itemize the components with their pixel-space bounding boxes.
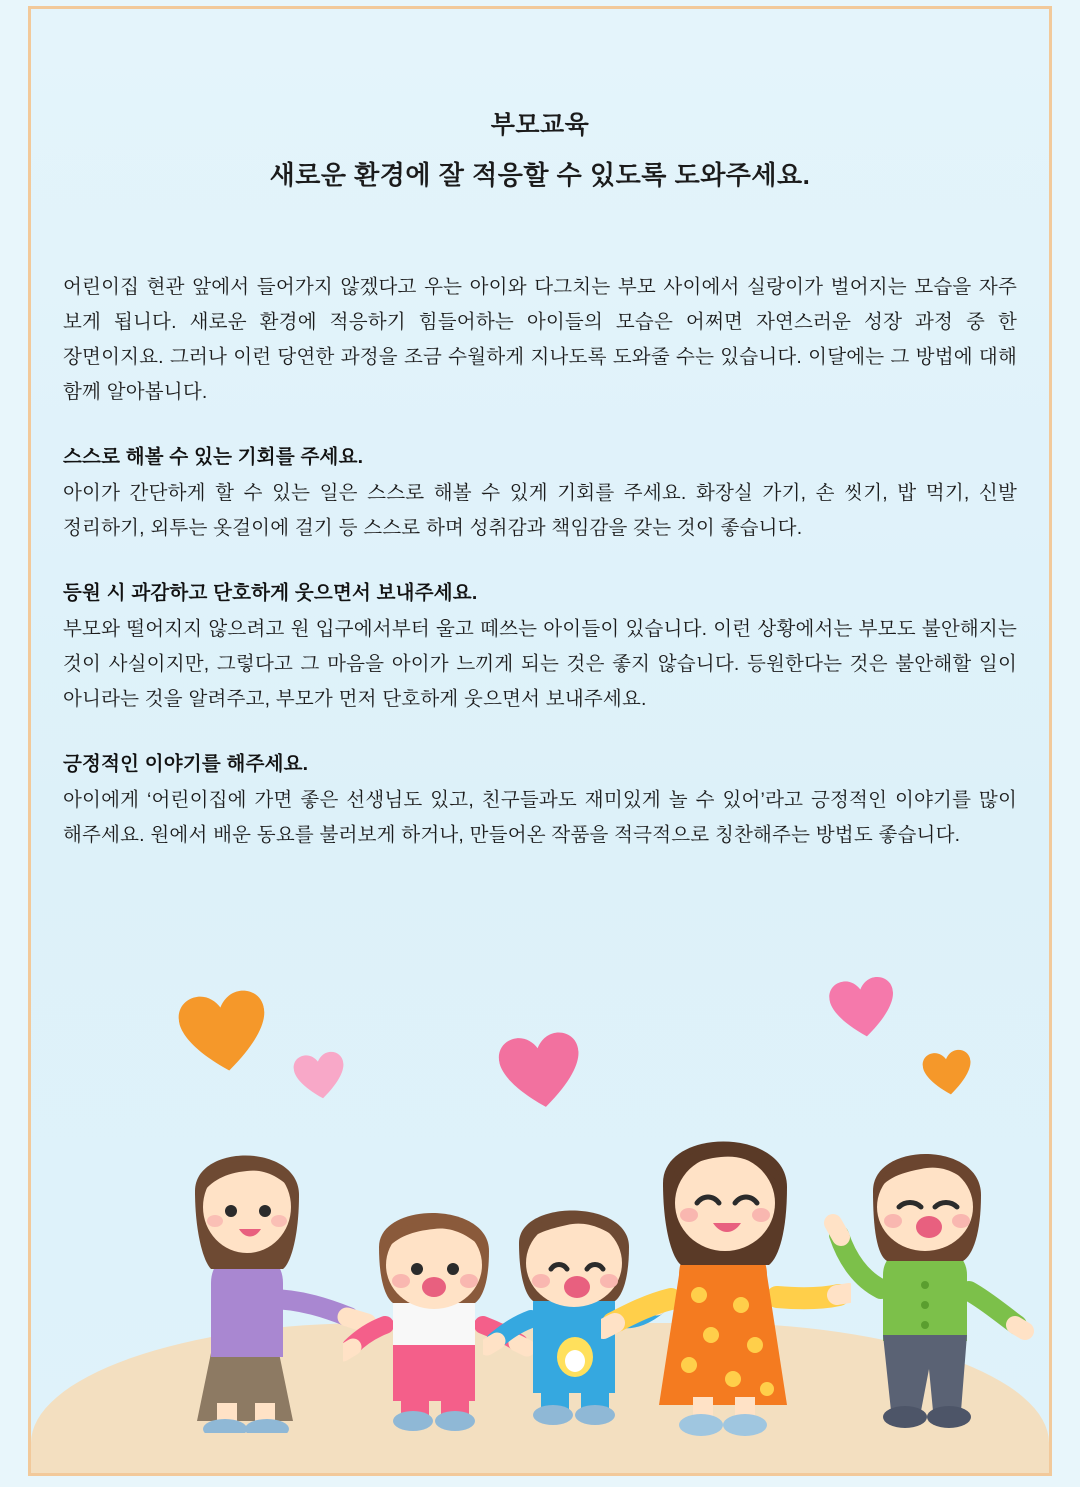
page-content <box>31 9 1049 1473</box>
heart-pink-right-icon <box>827 975 899 1042</box>
heart-pink-center-icon <box>496 1030 586 1114</box>
title-line-1: 부모교육 <box>490 111 590 139</box>
heart-orange-right-icon <box>921 1048 975 1099</box>
section-1 <box>63 440 1017 546</box>
section-3 <box>63 747 1017 853</box>
section-1-body: 아이가 간단하게 할 수 있는 일은 스스로 해볼 수 있게 기회를 주세요. 화장실 가기, 손 씻기, 밥 먹기, 신발 정리하기, 외투는 옷걸이에 걸기 등 스스로 하며 성취감과 책임감을 갖는 것이 좋습니다. <box>63 482 1017 539</box>
figure-mother-orange <box>601 1099 851 1439</box>
intro-paragraph: 어린이집 현관 앞에서 들어가지 않겠다고 우는 아이와 다그치는 부모 사이에서 실랑이가 벌어지는 모습을 자주 보게 됩니다. 새로운 환경에 적응하기 힘들어하는 아이들의 모습은 어쩌면 자연스러운 성장 과정 중 한 장면이지요. 그러나 이런 당연한 과정을 조금 수월하게 지나도록 도와줄 수는 있습니다. 이달에는 그 방법에 대해 함께 알아봅니다. <box>63 276 1017 403</box>
heart-pink-small-left-icon <box>292 1050 348 1104</box>
document-body <box>63 192 1017 853</box>
section-3-body: 아이에게 ‘어린이집에 가면 좋은 선생님도 있고, 친구들과도 재미있게 놀 수 있어’라고 긍정적인 이야기를 많이 해주세요. 원에서 배운 동요를 불러보게 하거나, 만들어온 작품을 적극적으로 칭찬해주는 방법도 좋습니다. <box>63 789 1017 846</box>
page-title <box>31 9 1049 192</box>
family-illustration <box>31 973 1049 1473</box>
section-1-heading: 스스로 해볼 수 있는 기회를 주세요. <box>63 446 364 468</box>
heart-orange-left-icon <box>176 987 272 1078</box>
section-2-heading: 등원 시 과감하고 단호하게 웃으면서 보내주세요. <box>63 582 478 604</box>
page-border-frame <box>28 6 1052 1476</box>
section-3-heading: 긍정적인 이야기를 해주세요. <box>63 753 309 775</box>
section-2 <box>63 576 1017 717</box>
figure-child-green <box>821 1119 1036 1439</box>
title-line-2: 새로운 환경에 잘 적응할 수 있도록 도와주세요. <box>269 160 811 190</box>
section-2-body: 부모와 떨어지지 않으려고 원 입구에서부터 울고 떼쓰는 아이들이 있습니다. 이런 상황에서는 부모도 불안해지는 것이 사실이지만, 그렇다고 그 마음을 아이가 느끼게 되는 것은 좋지 않습니다. 등원한다는 것은 불안해할 일이 아니라는 것을 알려주고, 부모가 먼저 단호하게 웃으면서 보내주세요. <box>63 618 1017 710</box>
